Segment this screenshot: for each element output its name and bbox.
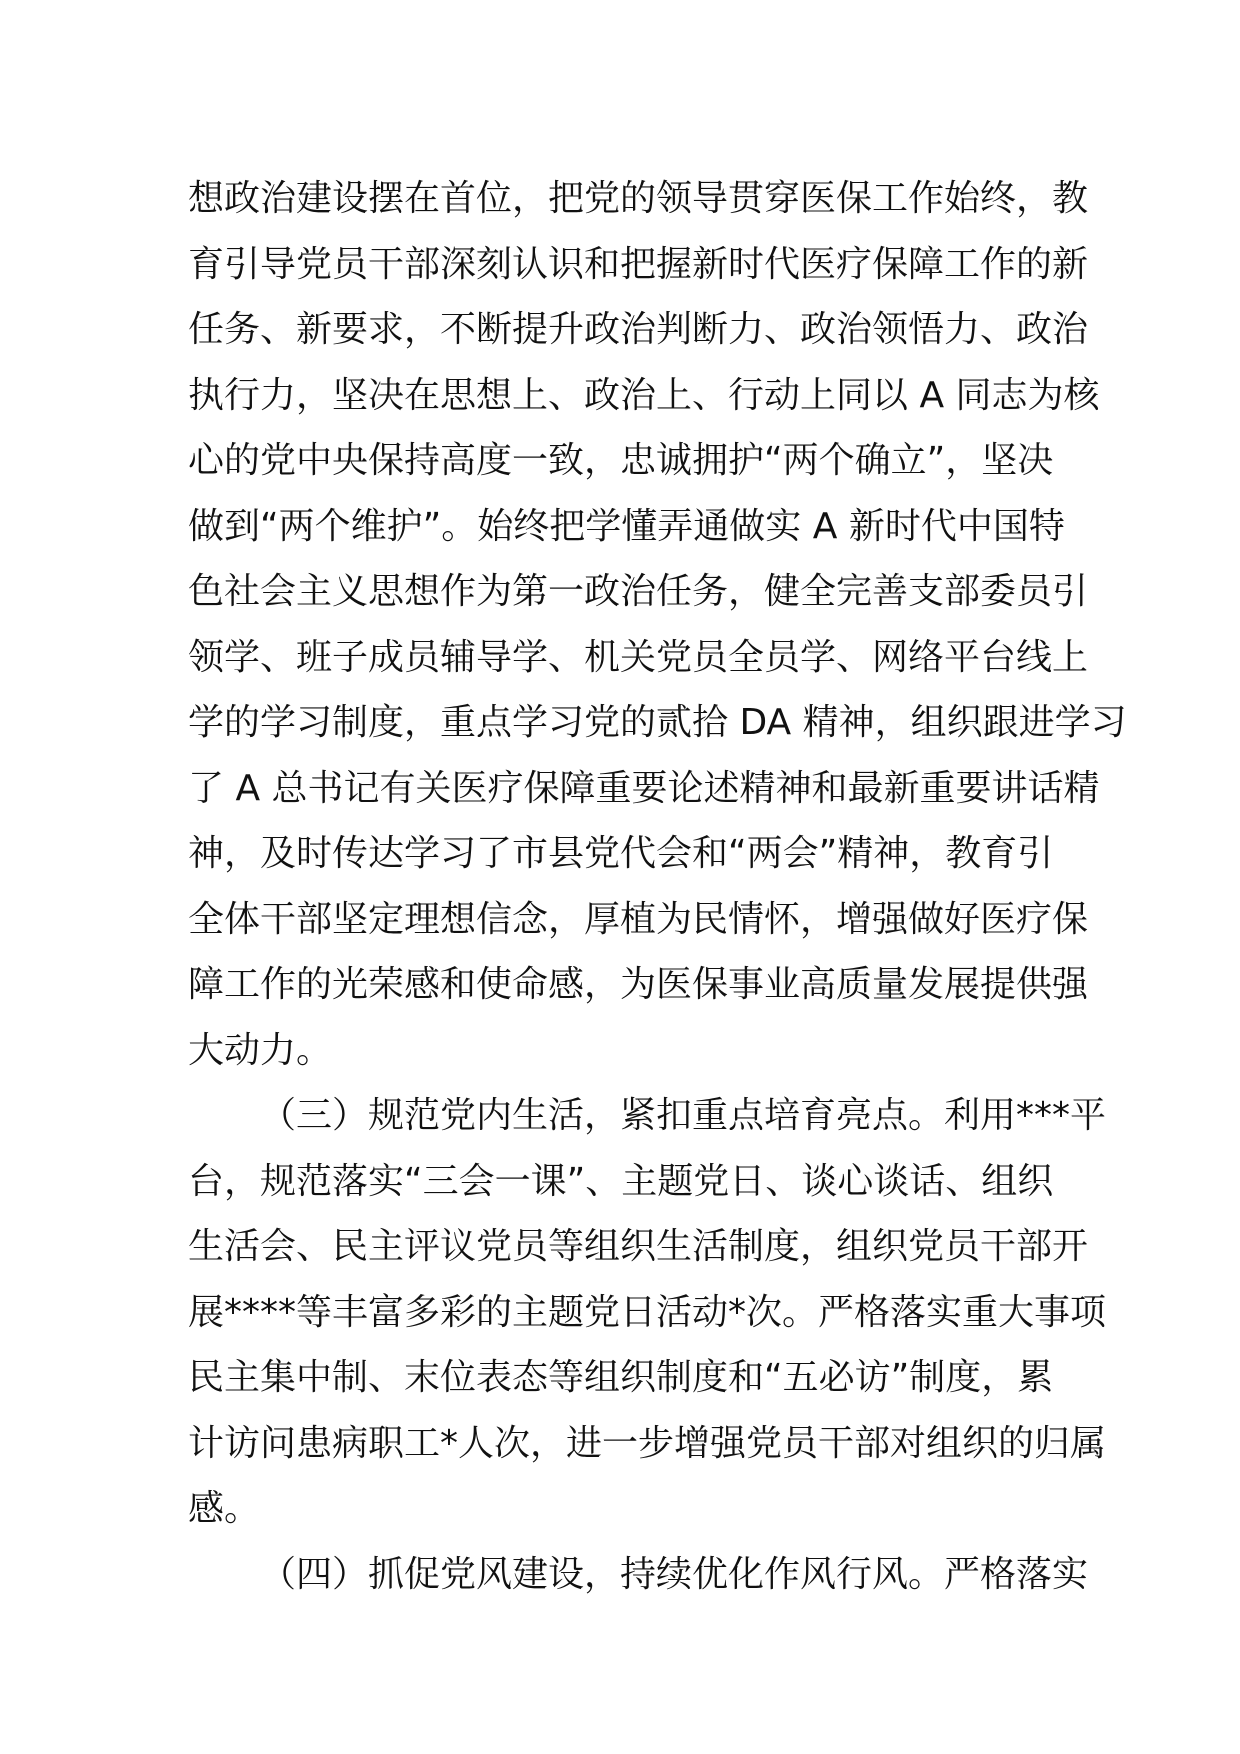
section-heading-3: （三）规范党内生活，紧扣重点培育亮点。利用***平 — [260, 1095, 1107, 1136]
body-line: 台，规范落实“三会一课”、主题党日、谈心谈话、组织 — [188, 1160, 1054, 1202]
document-body — [188, 166, 1127, 1607]
body-line: 领学、班子成员辅导学、机关党员全员学、网络平台线上 — [188, 636, 1089, 678]
body-line: 了 A 总书记有关医疗保障重要论述精神和最新重要讲话精 — [188, 767, 1100, 809]
body-line: 想政治建设摆在首位，把党的领导贯穿医保工作始终，教 — [188, 178, 1089, 219]
body-line: 障工作的光荣感和使命感，为医保事业高质量发展提供强 — [188, 964, 1089, 1005]
body-line: 民主集中制、末位表态等组织制度和“五必访”制度，累 — [188, 1357, 1054, 1398]
body-line: 生活会、民主评议党员等组织生活制度，组织党员干部开 — [188, 1226, 1089, 1267]
body-line: 任务、新要求，不断提升政治判断力、政治领悟力、政治 — [188, 309, 1089, 350]
body-line: 计访问患病职工*人次，进一步增强党员干部对组织的归属 — [188, 1422, 1107, 1464]
body-line: 育引导党员干部深刻认识和把握新时代医疗保障工作的新 — [188, 243, 1089, 285]
body-line: 展****等丰富多彩的主题党日活动*次。严格落实重大事项 — [188, 1291, 1107, 1333]
body-line: 神，及时传达学习了市县党代会和“两会”精神，教育引 — [188, 833, 1054, 874]
body-line: 全体干部坚定理想信念，厚植为民情怀，增强做好医疗保 — [188, 898, 1089, 940]
section-heading-4: （四）抓促党风建设，持续优化作风行风。严格落实 — [260, 1553, 1089, 1595]
body-line: 执行力，坚决在思想上、政治上、行动上同以 A 同志为核 — [188, 374, 1100, 416]
body-line: 感。 — [188, 1488, 261, 1529]
body-line: 色社会主义思想作为第一政治任务，健全完善支部委员引 — [188, 571, 1089, 612]
body-line: 做到“两个维护”。始终把学懂弄通做实 A 新时代中国特 — [188, 505, 1065, 547]
body-line: 心的党中央保持高度一致，忠诚拥护“两个确立”，坚决 — [188, 440, 1054, 481]
body-line: 大动力。 — [188, 1029, 333, 1071]
body-line: 学的学习制度，重点学习党的贰拾 DA 精神，组织跟进学习 — [188, 702, 1127, 743]
